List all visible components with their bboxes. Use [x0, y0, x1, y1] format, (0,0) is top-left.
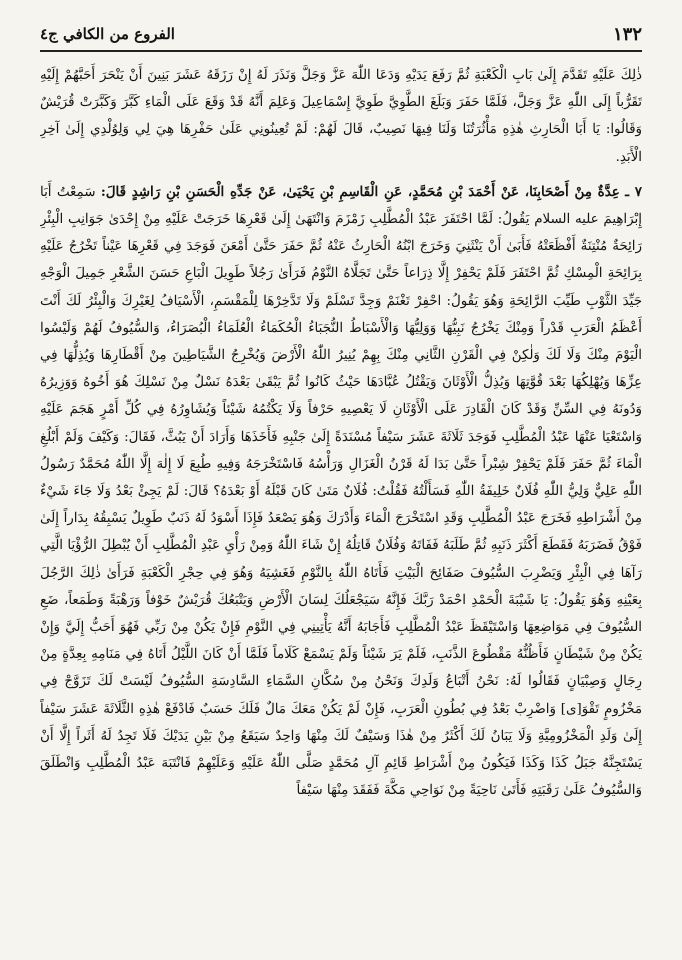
chain-of-narration: عِدَّةٌ مِنْ أَصْحَابِنَا، عَنْ أَحْمَدَ بْنِ مُحَمَّدٍ، عَنِ الْقَاسِمِ بْنِ يَحْيَىٰ، عَنْ جَدِّهِ الْحَسَنِ بْنِ رَاشِدٍ قَالَ:	[100, 183, 620, 200]
hadith-paragraph	[40, 179, 642, 805]
paragraph-continuation	[40, 62, 642, 171]
hadith-number: ٧ ـ	[625, 183, 642, 200]
page-body	[40, 62, 642, 940]
paragraph-text: ذٰلِكَ عَلَيْهِ تَقَدَّمَ إِلَىٰ بَابِ الْكَعْبَةِ ثُمَّ رَفَعَ يَدَيْهِ وَدَعَا اللّٰهَ عَزَّ وَجَلَّ وَنَذَرَ لَهُ إِنْ رَزَقَهُ عَشَرَ بَنِينَ أَنْ يَنْحَرَ أَحَبَّهُمْ إِلَيْهِ تَقَرُّباً إِلَى اللّٰهِ عَزَّ وَجَلَّ، فَلَمَّا حَفَرَ وَبَلَغَ الطَّوِيَّ طَوِيَّ إِسْمَاعِيلَ وَعَلِمَ أَنَّهُ قَدْ وَقَعَ عَلَى الْمَاءِ كَبَّرَ وَكَبَّرَتْ قُرَيْشٌ وَقَالُوا: يَا أَبَا الْحَارِثِ هٰذِهِ مَأْثُرَتُنَا وَلَنَا فِيهَا نَصِيبٌ، قَالَ لَهُمْ: لَمْ تُعِينُونِي عَلَىٰ حَفْرِهَا هِيَ لِي وَلِوُلْدِي إِلَىٰ آخِرِ الْأَبَدِ.	[40, 68, 642, 165]
hadith-text: سَمِعْتُ أَبَا إِبْرَاهِيمَ عليه السلام يَقُولُ: لَمَّا احْتَفَرَ عَبْدُ الْمُطَّلِبِ زَمْزَمَ وَانْتَهَىٰ إِلَىٰ قَعْرِهَا خَرَجَتْ عَلَيْهِ مِنْ إِحْدَىٰ جَوَانِبِ الْبِئْرِ رَائِحَةٌ مُنْتِنَةٌ أَفْظَعَتْهُ فَأَبَىٰ أَنْ يَنْثَنِيَ وَخَرَجَ ابْنُهُ الْحَارِثُ عَنْهُ ثُمَّ حَفَرَ حَتَّىٰ أَمْعَنَ فَوَجَدَ فِي قَعْرِهَا عَيْناً تَخْرُجُ عَلَيْهِ بِرَائِحَةِ الْمِسْكِ ثُمَّ احْتَفَرَ فَلَمْ يَحْفِرْ إِلَّا ذِرَاعاً حَتَّىٰ تَجَلَّاهُ النَّوْمُ فَرَأَىٰ رَجُلاً طَوِيلَ الْبَاعِ حَسَنَ الشَّعْرِ جَمِيلَ الْوَجْهِ جَيِّدَ الثَّوْبِ طَيِّبَ الرَّائِحَةِ وَهُوَ يَقُولُ: احْفِرْ تَغْنَمْ وَجِدَّ تَسْلَمْ وَلَا تَدَّخِرْهَا لِلْمَقْسَمِ، الْأَسْيَافُ لِغَيْرِكَ وَالْبِئْرُ لَكَ أَنْتَ أَعْظَمُ الْعَرَبِ قَدْراً وَمِنْكَ يَخْرُجُ نَبِيُّهَا وَوَلِيُّهَا وَالْأَسْبَاطُ النُّجَبَاءُ الْحُكَمَاءُ الْعُلَمَاءُ الْبُصَرَاءُ، وَالسُّيُوفُ لَهُمْ وَلَيْسُوا الْيَوْمَ مِنْكَ وَلَا لَكَ وَلٰكِنْ فِي الْقَرْنِ الثَّانِي مِنْكَ بِهِمْ يُنِيرُ اللّٰهُ الْأَرْضَ وَيُخْرِجُ الشَّيَاطِينَ مِنْ أَقْطَارِهَا وَيُذِلُّهَا فِي عِزِّهَا وَيُهْلِكُهَا بَعْدَ قُوَّتِهَا وَيُذِلُّ الْأَوْثَانَ وَيَقْتُلُ عُبَّادَهَا حَيْثُ كَانُوا ثُمَّ يَبْقَىٰ بَعْدَهُ نَسْلٌ مِنْ نَسْلِكَ هُوَ أَخُوهُ وَوَزِيرُهُ وَدُونَهُ فِي السِّنِّ وَقَدْ كَانَ الْقَادِرَ عَلَى الْأَوْثَانِ لَا يَعْصِيهِ حَرْفاً وَلَا يَكْتُمُهُ شَيْئاً وَيُشَاوِرُهُ فِي كُلِّ أَمْرٍ هَجَمَ عَلَيْهِ وَاسْتَعْيَا عَنْهَا عَبْدُ الْمُطَّلِبِ فَوَجَدَ ثَلَاثَةَ عَشَرَ سَيْفاً مُسْنَدَةً إِلَىٰ جَنْبِهِ فَأَخَذَهَا وَأَرَادَ أَنْ يَبُثَّ، فَقَالَ: وَكَيْفَ وَلَمْ أَبْلُغِ الْمَاءَ ثُمَّ حَفَرَ فَلَمْ يَحْفِرْ شِبْراً حَتَّىٰ بَدَا لَهُ قَرْنُ الْغَزَالِ وَرَأْسُهُ فَاسْتَخْرَجَهُ وَفِيهِ طُبِعَ لَا إِلٰهَ إِلَّا اللّٰهُ مُحَمَّدٌ رَسُولُ اللّٰهِ عَلِيٌّ وَلِيُّ اللّٰهِ فُلَانٌ خَلِيفَةُ اللّٰهِ فَسَأَلْتُهُ فَقُلْتُ: فُلَانٌ مَتَىٰ كَانَ قَبْلَهُ أَوْ بَعْدَهُ؟ قَالَ: لَمْ يَجِئْ بَعْدُ وَلَا جَاءَ شَيْءٌ مِنْ أَشْرَاطِهِ فَخَرَجَ عَبْدُ الْمُطَّلِبِ وَقَدِ اسْتَخْرَجَ الْمَاءَ وَأَدْرَكَ وَهُوَ يَصْعَدُ فَإِذَا أَسْوَدُ لَهُ ذَنَبٌ طَوِيلٌ يَسْبِقُهُ بِدَاراً إِلَىٰ فَوْقُ فَضَرَبَهُ فَقَطَعَ أَكْثَرَ ذَنَبِهِ ثُمَّ طَلَبَهُ فَفَاتَهُ وَفُلَانٌ قَاتِلُهُ إِنْ شَاءَ اللّٰهُ وَمِنْ رَأْيِ عَبْدِ الْمُطَّلِبِ أَنْ يُبْطِلَ الرُّؤْيَا الَّتِي رَآهَا فِي الْبِئْرِ وَيَضْرِبَ السُّيُوفَ صَفَائِحَ الْبَيْتِ فَأَتَاهُ اللّٰهُ بِالنَّوْمِ فَغَشِيَهُ وَهُوَ فِي حِجْرِ الْكَعْبَةِ فَرَأَىٰ ذٰلِكَ الرَّجُلَ بِعَيْنِهِ وَهُوَ يَقُولُ: يَا شَيْبَةَ الْحَمْدِ احْمَدْ رَبَّكَ فَإِنَّهُ سَيَجْعَلُكَ لِسَانَ الْأَرْضِ وَيَتْبَعُكَ قُرَيْشٌ خَوْفاً وَرَهْبَةً وَطَمَعاً، ضَعِ السُّيُوفَ فِي مَوَاضِعِهَا وَاسْتَيْقَظَ عَبْدُ الْمُطَّلِبِ فَأَجَابَهُ أَنَّهُ يَأْتِينِي فِي النَّوْمِ فَإِنْ يَكُنْ مِنْ رَبِّي فَهُوَ أَحَبُّ إِلَيَّ وَإِنْ يَكُنْ مِنْ شَيْطَانٍ فَأَظُنُّهُ مَقْطُوعَ الذَّنَبِ، فَلَمْ يَرَ شَيْئاً وَلَمْ يَسْمَعْ كَلَاماً فَلَمَّا أَنْ كَانَ اللَّيْلُ أَتَاهُ فِي مَنَامِهِ بِعِدَّةٍ مِنْ رِجَالٍ وَصِبْيَانٍ فَقَالُوا لَهُ: نَحْنُ أَتْبَاعُ وَلَدِكَ وَنَحْنُ مِنْ سُكَّانِ السَّمَاءِ السَّادِسَةِ السُّيُوفُ لَيْسَتْ لَكَ تَزَوَّجْ فِي مَخْزُومٍ تَقْوَ[ى] وَاضْرِبْ بَعْدُ فِي بُطُونِ الْعَرَبِ، فَإِنْ لَمْ يَكُنْ مَعَكَ مَالٌ فَلَكَ حَسَبٌ فَادْفَعْ هٰذِهِ الثَّلَاثَةَ عَشَرَ سَيْفاً إِلَىٰ وَلَدِ الْمَخْزُومِيَّةِ وَلَا يَبَانُ لَكَ أَكْثَرُ مِنْ هٰذَا وَسَيْفٌ لَكَ مِنْهَا وَاحِدٌ سَيَقَعُ مِنْ بَيْنِ يَدَيْكَ فَلَا تَجِدُ لَهُ أَثَراً إِلَّا أَنْ يَسْتَجِنَّهُ جَبَلُ كَذَا وَكَذَا فَيَكُونُ مِنْ أَشْرَاطِ قَائِمِ آلِ مُحَمَّدٍ صَلَّى اللّٰهُ عَلَيْهِ وَعَلَيْهِمْ فَانْتَبَهَ عَبْدُ الْمُطَّلِبِ وَانْطَلَقَ وَالسُّيُوفُ عَلَىٰ رَقَبَتِهِ فَأَتَىٰ نَاحِيَةً مِنْ نَوَاحِي مَكَّةَ فَفَقَدَ مِنْهَا سَيْفاً	[40, 184, 642, 799]
header-rule	[40, 50, 642, 52]
running-title: الفروع من الكافي ج٤	[40, 25, 175, 43]
page-number: ١٣٢	[612, 23, 642, 45]
page-header	[40, 22, 642, 46]
